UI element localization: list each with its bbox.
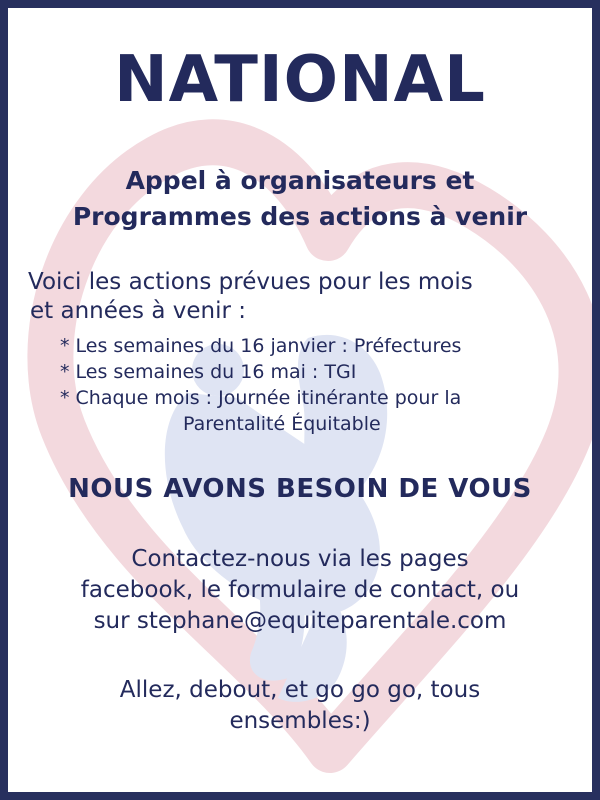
action-item: * Chaque mois : Journée itinérante pour la	[60, 387, 462, 409]
subtitle-line: Programmes des actions à venir	[72, 202, 528, 231]
contact-line: Contactez-nous via les pages	[131, 546, 469, 572]
contact-text	[8, 544, 592, 637]
closing-line: Allez, debout, et go go go, tous	[119, 677, 481, 703]
subtitle-line: Appel à organisateurs et	[125, 166, 475, 195]
intro-line: et années à venir :	[30, 298, 246, 324]
intro-line: Voici les actions prévues pour les mois	[28, 269, 473, 295]
page-title: NATIONAL	[114, 43, 486, 117]
action-item-continuation: Parentalité Équitable	[183, 413, 381, 435]
poster-content	[8, 8, 592, 792]
actions-list	[8, 333, 592, 437]
action-item: * Les semaines du 16 mai : TGI	[60, 361, 357, 383]
closing-line: ensembles:)	[229, 708, 371, 734]
need-heading: NOUS AVONS BESOIN DE VOUS	[68, 474, 532, 504]
action-item: * Les semaines du 16 janvier : Préfectures	[60, 335, 462, 357]
closing-text	[8, 675, 592, 737]
contact-line: facebook, le formulaire de contact, ou	[80, 577, 520, 603]
intro-text	[28, 268, 588, 326]
contact-line: sur stephane@equiteparentale.com	[93, 608, 507, 634]
subtitle	[8, 163, 592, 235]
